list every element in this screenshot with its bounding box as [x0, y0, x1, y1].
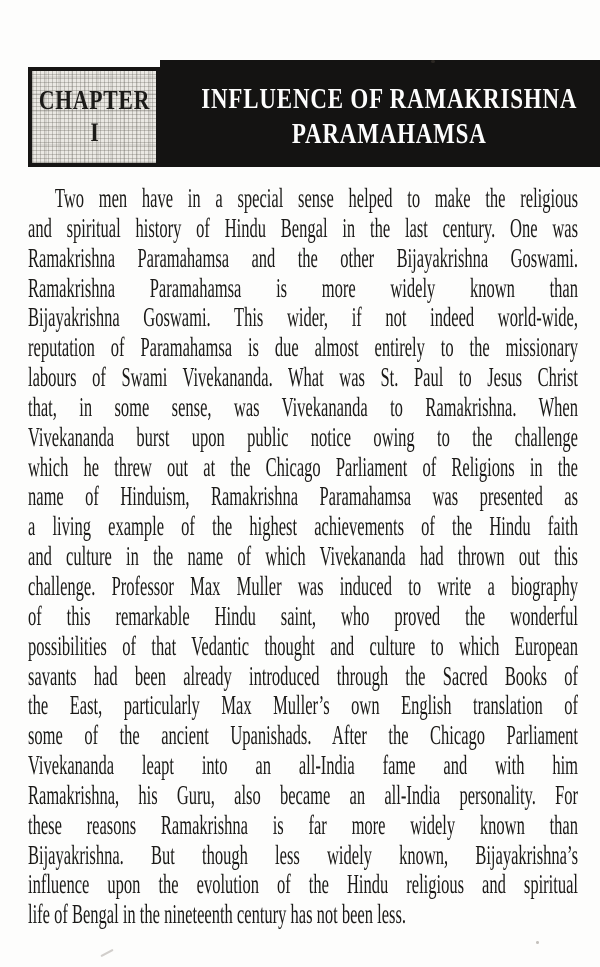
chapter-box [28, 67, 160, 167]
text-line: that, in some sense, was Vivekananda to Ramakrishna. When [28, 391, 578, 422]
scan-speck [541, 196, 544, 199]
text-line: Vivekananda burst upon public notice owing to the challenge [28, 421, 578, 452]
text-line: reputation of Paramahamsa is due almost entirely to the missionary [28, 332, 578, 363]
text-line: savants had been already introduced through the Sacred Books of [28, 660, 578, 691]
text-line: and spiritual history of Hindu Bengal in the last century. One was [28, 212, 578, 243]
text-line: possibilities of that Vedantic thought and culture to which European [28, 630, 578, 661]
chapter-box-text [38, 84, 149, 150]
text-line: Two men have in a special sense helped to make the religious [54, 183, 578, 213]
scan-speck [431, 60, 435, 63]
text-line: these reasons Ramakrishna is far more widely known than [28, 809, 578, 840]
text-line: Ramakrishna Paramahamsa is more widely known than [28, 272, 578, 303]
text-line: Ramakrishna, his Guru, also became an all-India personality. For [28, 779, 578, 810]
text-line: which he threw out at the Chicago Parliament of Religions in the [28, 451, 578, 482]
chapter-title [201, 82, 577, 152]
chapter-header [28, 60, 576, 167]
text-line: some of the ancient Upanishads. After the Chicago Parliament [28, 720, 578, 751]
chapter-title-line2: PARAMAHAMSA [291, 118, 487, 150]
text-line: and culture in the name of which Vivekananda had thrown out this [28, 541, 578, 572]
text-line: Bijayakrishna. But though less widely known, Bijayakrishna’s [28, 839, 578, 870]
text-line: influence upon the evolution of the Hindu religious and spiritual [28, 869, 578, 900]
body-text-block [28, 184, 578, 930]
scan-speck [100, 949, 113, 957]
text-line: name of Hinduism, Ramakrishna Paramahamsa was presented as [28, 481, 578, 512]
text-line: challenge. Professor Max Muller was induced to write a biography [28, 570, 578, 601]
text-line: life of Bengal in the nineteenth century has not been less. [28, 899, 407, 930]
text-line: labours of Swami Vivekananda. What was St. Paul to Jesus Christ [28, 362, 578, 393]
text-line: of this remarkable Hindu saint, who proved the wonderful [28, 600, 578, 631]
chapter-title-bar [160, 60, 600, 167]
text-line: Ramakrishna Paramahamsa and the other Bijayakrishna Goswami. [28, 242, 578, 273]
chapter-label: CHAPTER [38, 85, 150, 115]
body-paragraph [28, 184, 578, 930]
chapter-title-line1: INFLUENCE OF RAMAKRISHNA [201, 83, 578, 115]
scan-speck [536, 941, 539, 944]
chapter-numeral: I [89, 118, 99, 147]
text-line: the East, particularly Max Muller’s own English translation of [28, 690, 578, 721]
text-line: Bijayakrishna Goswami. This wider, if not indeed world-wide, [28, 302, 578, 333]
text-line: Vivekananda leapt into an all-India fame and with him [28, 750, 578, 781]
text-line: a living example of the highest achievements of the Hindu faith [28, 511, 578, 542]
